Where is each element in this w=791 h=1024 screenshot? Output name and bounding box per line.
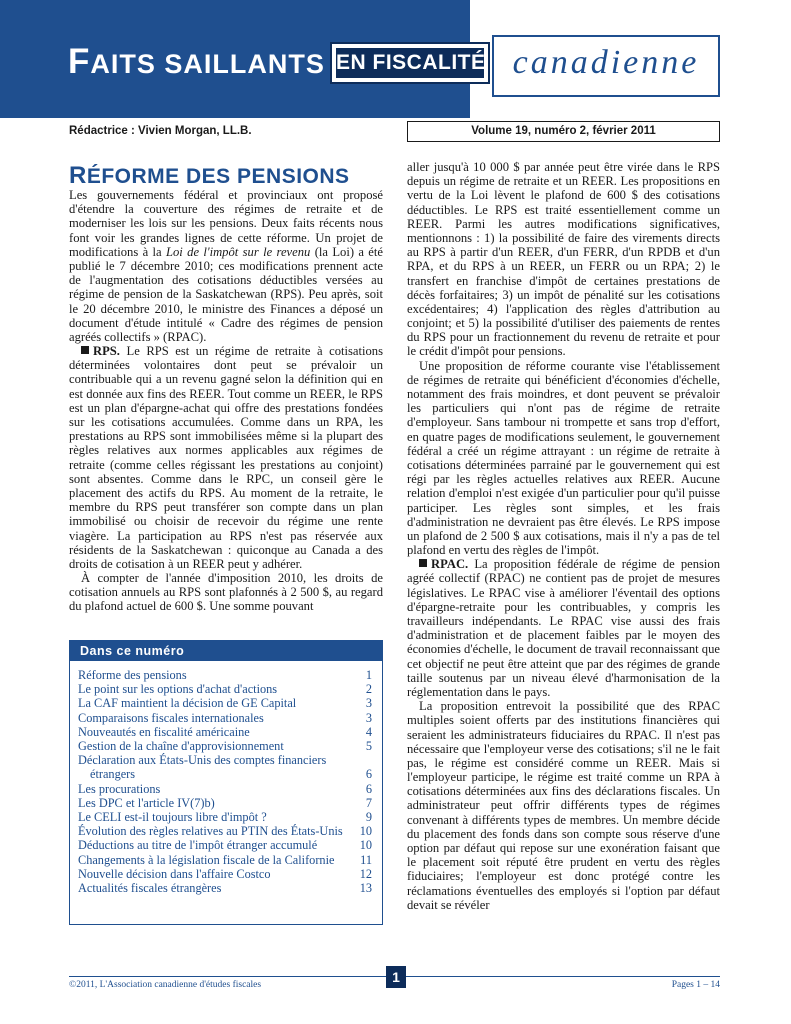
toc-item-page: 4 [365, 724, 372, 739]
toc-item-title: Nouveautés en fiscalité américaine [78, 724, 250, 739]
toc-item-page: 6 [365, 781, 372, 796]
editor-credit: Rédactrice : Vivien Morgan, LL.B. [69, 125, 252, 137]
toc-item-title: Les procurations [78, 781, 161, 796]
toc-item-title: Les DPC et l'article IV(7)b) [78, 795, 215, 810]
masthead-title [68, 42, 325, 82]
masthead-badge-label: EN FISCALITÉ [336, 48, 484, 78]
table-of-contents [69, 640, 383, 925]
article-title-initial: R [69, 162, 87, 189]
toc-item[interactable] [78, 682, 372, 696]
article-paragraph: À compter de l'année d'imposition 2010, les droits de cotisation annuels au RPS sont plafonnés à 2 500 $, au regard du plafond actuel de 600 $. Une somme pouvant [69, 571, 383, 614]
masthead-subtitle: canadienne [512, 44, 700, 81]
footer-page-range: Pages 1 – 14 [671, 980, 720, 990]
paragraph-text: La proposition fédérale de régime de pension agréé collectif (RPAC) ne contient pas de projet de mesures législatives. Le RPAC vise à améliorer l'éventail des options d'épargne-retraite pour les contribuables, y compris les travailleurs indépendants. Le RPAC vise aussi des frais d'administration et de placement faibles par le moyen des économies d'échelle, le document de travail reconnaissant que cet objectif ne peut être atteint que par des régimes de grande taille soutenus par un niveau élevé d'harmonisation de la réglementation dans le pays. [407, 557, 720, 699]
square-bullet-icon [419, 559, 427, 567]
toc-item-page: 9 [365, 810, 372, 825]
toc-item-page: 10 [359, 838, 372, 853]
toc-item[interactable] [78, 796, 372, 810]
toc-item-title: Gestion de la chaîne d'approvisionnement [78, 739, 284, 754]
toc-item-page: 2 [365, 682, 372, 697]
toc-item[interactable] [78, 867, 372, 881]
toc-item-page: 12 [359, 866, 372, 881]
article-title-rest: ÉFORME DES PENSIONS [86, 165, 350, 188]
toc-item[interactable] [78, 696, 372, 710]
toc-item-page: 1 [365, 668, 372, 682]
toc-item-page: 6 [365, 767, 372, 782]
paragraph-text: (la Loi) a été publié le 7 décembre 2010; ces modifications prennent acte de l'augmentation des cotisations déductibles versées au régime de pension de la Saskatchewan (RPS). Peu après, soit le 20 décembre 2010, le ministre des Finances a déposé un document d'étude intitulé « Cadre des régimes de pension agréés collectifs » (RPAC). [69, 244, 383, 344]
toc-item-page: 5 [365, 739, 372, 754]
masthead-title-initial: F [68, 42, 91, 81]
masthead-title-rest: AITS SAILLANTS [90, 49, 325, 79]
toc-item-title: Actualités fiscales étrangères [78, 881, 222, 896]
article-title [69, 162, 350, 190]
toc-item-page: 3 [365, 696, 372, 711]
toc-item[interactable] [78, 838, 372, 852]
toc-item[interactable] [78, 810, 372, 824]
article-paragraph [69, 188, 383, 344]
masthead [0, 0, 791, 118]
article-column-right [407, 160, 720, 912]
article-paragraph [69, 344, 383, 571]
toc-item-title: Le CELI est-il toujours libre d'impôt ? [78, 810, 267, 825]
toc-item[interactable] [78, 782, 372, 796]
toc-item[interactable] [78, 753, 372, 781]
toc-item-title: Réforme des pensions [78, 668, 187, 682]
toc-list [70, 661, 382, 895]
toc-item-title: Le point sur les options d'achat d'actions [78, 682, 278, 697]
article-paragraph: aller jusqu'à 10 000 $ par année peut être virée dans le RPS depuis un régime de retraite et un REER. Les propositions en vertu de la Loi lèvent le plafond de 600 $ des cotisations déductibles. Le RPS est traité essentiellement comme un REER. Parmi les autres modifications significatives, mentionnons : 1) la possibilité de faire des virements directs au RPS à partir d'un REER, d'un FERR, d'un RPDB et d'un RPA, et du RPS à un REER, un FERR ou un RPA; 2) le transfert en franchise d'impôt de certaines prestations de décès forfaitaires; 3) un impôt de pénalité sur les cotisations excédentaires; 4) l'application des règles d'attribution au conjoint; et 5) la possibilité d'utiliser des paiements de rentes du RPS pour un fractionnement du revenu de retraite et pour le crédit d'impôt pour pensions. [407, 160, 720, 359]
toc-item-title: Nouvelle décision dans l'affaire Costco [78, 866, 271, 881]
paragraph-text: Les gouvernements fédéral et provinciaux ont proposé d'étendre la couverture des régimes de retraite et de moderniser les lois sur les pensions. Deux faits récents nous font voir les grandes lignes de cette réforme. Un projet de modifications à la [69, 188, 383, 259]
toc-item-page: 7 [365, 795, 372, 810]
toc-item[interactable] [78, 668, 372, 682]
law-title: Loi de l'impôt sur le revenu [166, 244, 311, 259]
toc-item-page: 11 [360, 852, 372, 867]
toc-item[interactable] [78, 711, 372, 725]
article-paragraph: La proposition entrevoit la possibilité que des RPAC multiples soient offerts par des institutions financières qui seraient les administrateurs fiduciaires du RPAC. Il n'est pas nécessaire que l'employeur verse des cotisations; s'il ne le fait pas, le régime est considéré comme un REER. Mais si l'employeur participe, le régime est traité comme un RPA à cotisations déterminées aux fins des déclarations fiscales. Un administrateur peut offrir différents types de régimes convenant à différents types de membres. Un membre décide du placement des fonds dans son compte sous réserve d'une option par défaut qui repose sur une exonération faisant que le placement soit réputé être prudent en vertu des règles fiduciaires; l'employeur est donc protégé contre les réclamations éventuelles des employés si l'option par défaut devait se révéler [407, 699, 720, 912]
paragraph-lead: RPS. [93, 344, 120, 359]
masthead-subtitle-box [492, 35, 720, 97]
volume-info: Volume 19, numéro 2, février 2011 [407, 121, 720, 142]
article-paragraph: Une proposition de réforme courante vise l'établissement de régimes de retraite qui bénéficient d'économies d'échelle, notamment des frais moindres, et dont peuvent se prévaloir les particuliers qui n'ont pas de régime de retraite d'employeur. Sans tambour ni trompette et sans trop d'effort, en quatre pages de modifications seulement, le gouvernement fédéral a créé un régime attrayant : un régime de retraite à cotisations déterminées parrainé par le gouvernement qui est régi par les règles actuelles relatives aux REER. Aucune relation d'emploi n'est exigée d'un particulier pour qu'il puisse participer. Les règles sont simples, et les frais d'administration ne devraient pas être élevés. Le RPS impose un plafond de 2 500 $ aux cotisations, mais il n'y a pas de tel plafond en vertu des règles de l'impôt. [407, 358, 720, 558]
footer-copyright: ©2011, L'Association canadienne d'études fiscales [69, 980, 262, 990]
toc-item-title: Changements à la législation fiscale de la Californie [78, 852, 335, 867]
article-column-left [69, 188, 383, 614]
toc-item[interactable] [78, 739, 372, 753]
toc-item[interactable] [78, 725, 372, 739]
toc-item-title: Évolution des règles relatives au PTIN des États-Unis [78, 824, 343, 839]
article-paragraph [407, 557, 720, 699]
toc-item-page: 10 [359, 824, 372, 839]
toc-item[interactable] [78, 853, 372, 867]
toc-item-title: La CAF maintient la décision de GE Capital [78, 696, 297, 711]
toc-item-title: Déclaration aux États-Unis des comptes financiers étrangers [78, 753, 327, 782]
toc-item-title: Déductions au titre de l'impôt étranger accumulé [78, 838, 318, 853]
paragraph-text: Le RPS est un régime de retraite à cotisations déterminées volontaires dont peut se prévaloir un contribuable qui a un revenu gagné selon la définition qui en est donnée aux fins des REER. Tout comme un REER, le RPS est un plan d'épargne-achat qui offre des prestations fondées sur les cotisations accumulées. Comme dans un RPA, les prestations au RPS sont immobilisées même si la plupart des règles relatives aux normes applicables aux régimes de retraite (comme celles régissant les prestations au conjoint) sont absentes. Comme dans le RPC, un conseil gère le placement des actifs du RPS. Au moment de la retraite, le membre du RPS peut transférer son compte dans un plan immobilisé ou choisir de recevoir du régime une rente viagère. La participation au RPS n'est pas réservée aux résidents de la Saskatchewan : quiconque au Canada a des droits de cotisation à un REER peut y adhérer. [69, 344, 383, 571]
square-bullet-icon [81, 346, 89, 354]
toc-item-page: 13 [359, 881, 372, 896]
toc-heading: Dans ce numéro [70, 641, 382, 661]
masthead-badge [330, 42, 490, 84]
paragraph-lead: RPAC. [431, 557, 469, 572]
page-number-badge: 1 [386, 966, 406, 988]
toc-item[interactable] [78, 881, 372, 895]
toc-item-page: 3 [365, 710, 372, 725]
toc-item[interactable] [78, 824, 372, 838]
toc-item-title: Comparaisons fiscales internationales [78, 710, 264, 725]
